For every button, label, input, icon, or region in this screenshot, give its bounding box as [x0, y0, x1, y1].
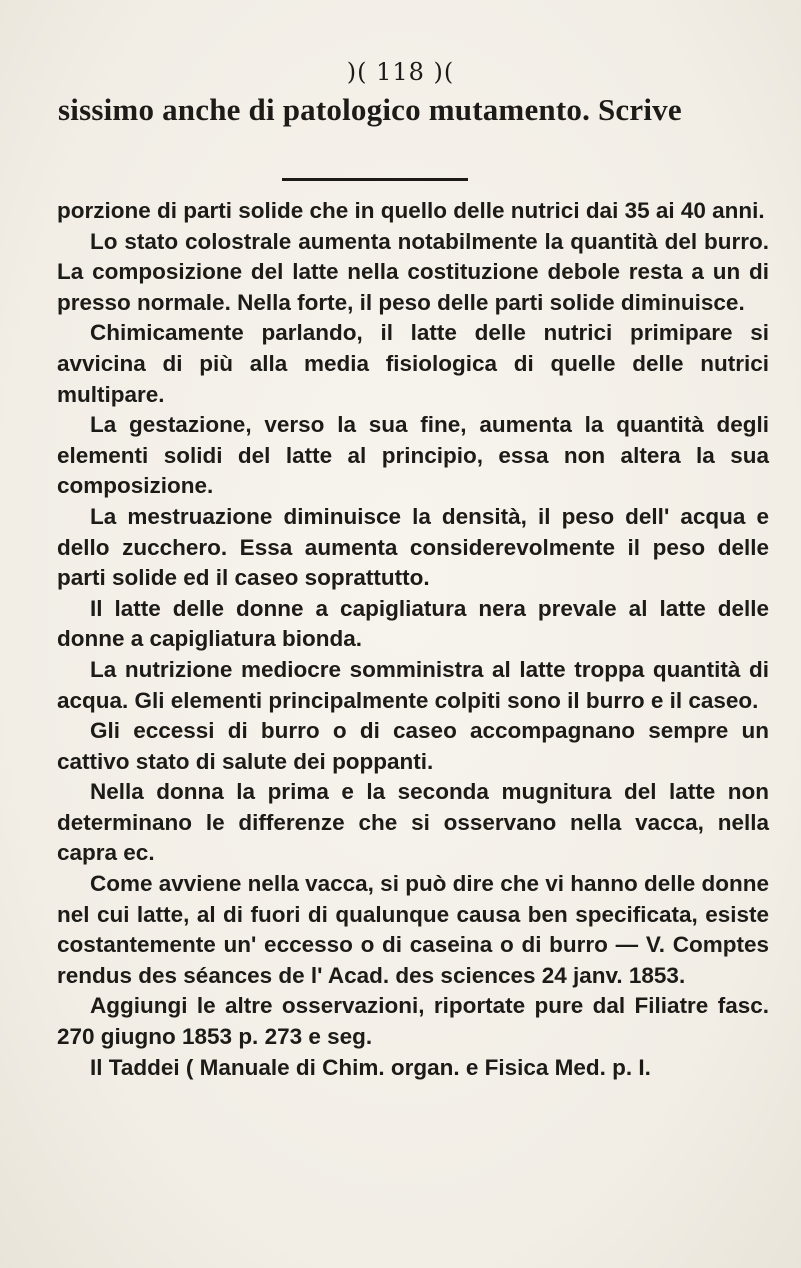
paragraph: La gestazione, verso la sua fine, aumenta la quantità degli elementi solidi del latte al principio, essa non altera la sua composizione.: [57, 412, 769, 499]
paragraph: Il latte delle donne a capigliatura nera prevale al latte delle donne a capigliatura bionda.: [57, 595, 769, 652]
paragraph: Gli eccessi di burro o di caseo accompagnano sempre un cattivo stato di salute dei poppanti.: [57, 718, 769, 774]
paragraph: Il Taddei ( Manuale di Chim. organ. e Fisica Med. p. I.: [90, 1054, 651, 1080]
running-line: sissimo anche di patologico mutamento. Scrive: [58, 92, 682, 127]
paragraph: La nutrizione mediocre somministra al latte troppa quantità di acqua. Gli elementi principalmente colpiti sono il burro e il caseo.: [57, 656, 769, 713]
paragraph: Come avviene nella vacca, si può dire che vi hanno delle donne nel cui latte, al di fuori di qualunque causa ben specificata, esiste costantemente un' eccesso o di caseina o di burro — V. Comptes rendus des séances de l' Acad. des sciences 24 janv. 1853.: [57, 871, 769, 988]
paragraph: La mestruazione diminuisce la densità, il peso dell' acqua e dello zucchero. Essa aumenta considerevolmente il peso delle parti solide ed il caseo soprattutto.: [57, 503, 769, 591]
separator-rule: [282, 178, 468, 181]
page-number: )( 118 )(: [346, 58, 455, 86]
footnote-text: [57, 196, 769, 1083]
paragraph: porzione di parti solide che in quello delle nutrici dai 35 ai 40 anni.: [57, 198, 765, 223]
paragraph: Aggiungi le altre osservazioni, riportate pure dal Filiatre fasc. 270 giugno 1853 p. 273 e seg.: [57, 993, 769, 1050]
paragraph: Chimicamente parlando, il latte delle nutrici primipare si avvicina di più alla media fisiologica di quelle delle nutrici multipare.: [57, 320, 769, 407]
paragraph: Lo stato colostrale aumenta notabilmente la quantità del burro. La composizione del latte nella costituzione debole resta a un di presso normale. Nella forte, il peso delle parti solide diminuisce.: [57, 228, 769, 315]
paragraph: Nella donna la prima e la seconda mugnitura del latte non determinano le differenze che si osservano nella vacca, nella capra ec.: [57, 779, 769, 866]
